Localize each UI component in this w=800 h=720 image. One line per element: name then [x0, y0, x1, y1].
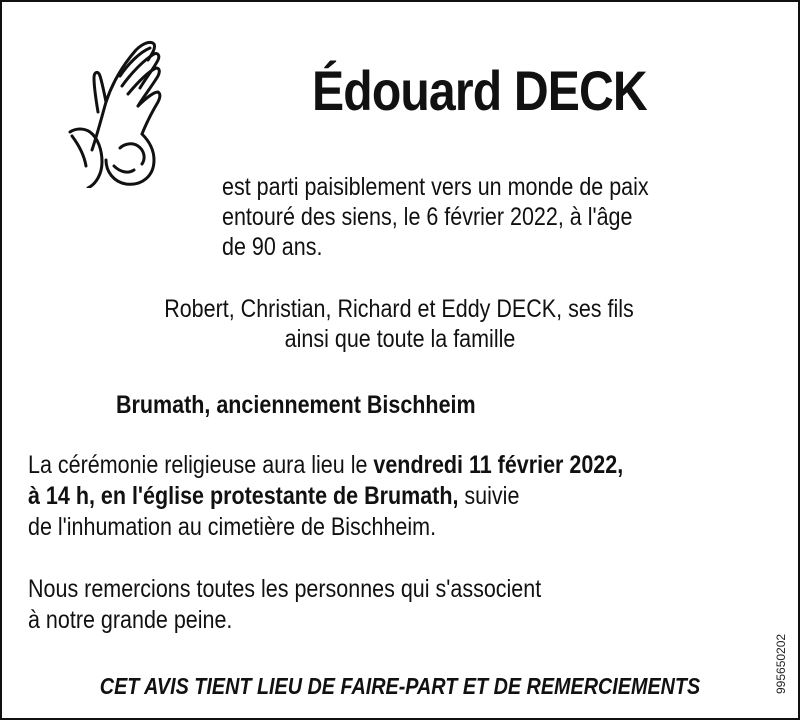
intro-text	[222, 172, 718, 262]
footer-text: CET AVIS TIENT LIEU DE FAIRE-PART ET DE REMERCIEMENTS	[99, 673, 701, 699]
ceremony-line-1	[28, 450, 623, 481]
ceremony-text: La cérémonie religieuse aura lieu le	[28, 451, 374, 479]
family-line: Robert, Christian, Richard et Eddy DECK, ses fils	[164, 295, 634, 323]
footer-notice	[0, 672, 800, 700]
ceremony-date: vendredi 11 février 2022,	[373, 451, 624, 479]
place-text: Brumath, anciennement Bischheim	[116, 391, 476, 419]
reference-code: 995650202	[774, 633, 788, 694]
ceremony-text: suivie	[458, 482, 520, 510]
thanks-line: à notre grande peine.	[28, 606, 233, 634]
deceased-name: Édouard DECK	[312, 59, 647, 122]
family-signature	[0, 294, 800, 354]
ceremony-details	[28, 450, 720, 543]
thanks-text	[28, 574, 625, 636]
thanks-line: Nous remercions toutes les personnes qui s'associent	[28, 575, 542, 603]
ceremony-line-3: de l'inhumation au cimetière de Bischheim.	[28, 513, 437, 541]
intro-line: de 90 ans.	[222, 233, 323, 261]
place-line	[116, 390, 534, 420]
intro-line: entouré des siens, le 6 février 2022, à l'âge	[222, 203, 633, 231]
ceremony-time-place: à 14 h, en l'église protestante de Brumath,	[28, 482, 459, 510]
family-line: ainsi que toute la famille	[284, 325, 516, 353]
praying-hands-icon	[62, 36, 166, 188]
intro-line: est parti paisiblement vers un monde de paix	[222, 173, 649, 201]
ceremony-line-2	[28, 481, 623, 512]
